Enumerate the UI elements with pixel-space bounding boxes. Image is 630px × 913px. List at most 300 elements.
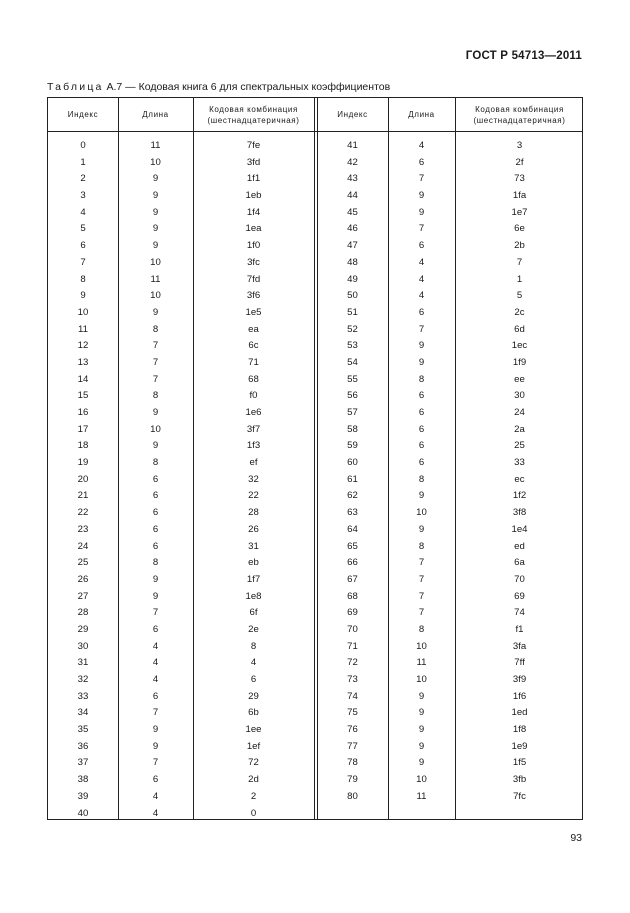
cell-index-left: 25 (77, 557, 89, 569)
cell-code-left: 6c (248, 340, 259, 352)
cell-length-right: 9 (418, 740, 425, 752)
table-row (48, 422, 584, 439)
cell-code-right: 1f6 (512, 690, 527, 702)
cell-code-right: 25 (514, 440, 525, 452)
cell-code-right: 69 (514, 590, 525, 602)
cell-index-right: 56 (347, 390, 358, 402)
cell-length-right: 10 (416, 507, 427, 519)
cell-index-left: 26 (77, 573, 89, 585)
cell-code-left: 26 (248, 523, 259, 535)
cell-index-right: 72 (347, 657, 358, 669)
table-row (48, 221, 584, 238)
cell-index-right: 73 (347, 674, 358, 685)
cell-code-left: 1f1 (246, 173, 261, 185)
cell-code-left: 7fd (246, 273, 261, 285)
cell-length-right: 10 (416, 640, 427, 652)
cell-code-left: 3fd (246, 156, 261, 168)
cell-index-left: 38 (77, 774, 89, 786)
table-row (48, 372, 584, 389)
cell-length-left: 9 (152, 740, 159, 752)
cell-code-left: 2 (250, 790, 257, 802)
cell-code-left: 6 (250, 674, 257, 685)
cell-code-right: 74 (514, 607, 525, 619)
cell-code-right: 1f2 (512, 490, 527, 502)
cell-code-right: 5 (516, 290, 523, 302)
table-row (48, 772, 584, 789)
cell-code-right: 2c (514, 306, 525, 318)
cell-index-left: 27 (77, 590, 89, 602)
cell-index-right: 43 (347, 173, 358, 185)
cell-index-left: 9 (80, 290, 86, 302)
table-row (48, 739, 584, 756)
cell-code-right: 1f5 (512, 757, 527, 769)
table-row (48, 505, 584, 522)
cell-code-left: 2d (248, 774, 259, 786)
cell-index-right: 63 (347, 507, 358, 519)
cell-length-left: 4 (152, 674, 159, 685)
cell-index-left: 4 (80, 206, 86, 218)
cell-length-left: 10 (150, 423, 161, 435)
cell-index-left: 5 (80, 223, 86, 235)
caption-prefix: Таблица (47, 81, 104, 93)
cell-index-left: 8 (80, 273, 86, 285)
cell-index-right: 42 (347, 156, 358, 168)
cell-length-right: 7 (418, 590, 425, 602)
cell-length-right: 8 (418, 623, 425, 635)
cell-index-right: 57 (347, 407, 358, 418)
header-index-left: Индекс (67, 110, 99, 119)
cell-code-left: f0 (249, 390, 258, 402)
cell-index-left: 15 (77, 390, 89, 402)
cell-index-left: 23 (77, 523, 89, 535)
cell-length-left: 9 (152, 240, 159, 252)
table-row (48, 605, 584, 622)
cell-code-left: 2e (248, 623, 259, 635)
table-row (48, 622, 584, 639)
cell-index-left: 3 (80, 190, 86, 202)
cell-length-left: 6 (152, 507, 159, 519)
cell-index-right: 70 (347, 623, 358, 635)
cell-code-right: 1f8 (512, 724, 527, 736)
cell-code-right: 24 (514, 407, 525, 418)
cell-length-right: 6 (418, 240, 425, 252)
cell-index-left: 17 (77, 423, 89, 435)
cell-length-right: 7 (418, 223, 425, 235)
cell-length-right: 6 (418, 390, 425, 402)
cell-code-left: 1f4 (246, 206, 261, 218)
cell-length-left: 6 (152, 623, 159, 635)
cell-code-right: 2b (514, 240, 525, 252)
cell-code-left: 71 (248, 356, 259, 368)
table-row (48, 188, 584, 205)
cell-length-right: 8 (418, 540, 425, 552)
cell-length-left: 9 (152, 573, 159, 585)
cell-code-left: 1e8 (245, 590, 262, 602)
cell-length-left: 4 (152, 640, 159, 652)
cell-length-left: 7 (152, 356, 159, 368)
cell-code-right: 7fc (513, 790, 526, 802)
cell-length-right: 7 (418, 557, 425, 569)
caption-title: А.7 — Кодовая книга 6 для спектральных коэффициентов (103, 81, 391, 93)
cell-length-left: 9 (152, 206, 159, 218)
cell-code-right: 1e9 (511, 740, 528, 752)
cell-code-right: 3fa (512, 640, 527, 652)
cell-code-right: 3f9 (512, 674, 527, 685)
cell-index-right: 55 (347, 373, 358, 385)
cell-length-right: 9 (418, 356, 425, 368)
cell-index-right: 60 (347, 457, 358, 469)
table-row (48, 655, 584, 672)
table-row (48, 472, 584, 489)
cell-index-left: 10 (77, 306, 89, 318)
cell-index-right: 51 (347, 306, 358, 318)
cell-index-right: 75 (347, 707, 358, 719)
cell-index-left: 30 (77, 640, 89, 652)
cell-length-left: 9 (152, 306, 159, 318)
cell-length-right: 6 (418, 440, 425, 452)
table-row (48, 272, 584, 289)
cell-length-right: 9 (418, 690, 425, 702)
table-row (48, 338, 584, 355)
cell-index-right: 68 (347, 590, 358, 602)
cell-length-left: 10 (150, 290, 161, 302)
cell-index-right: 78 (347, 757, 358, 769)
cell-code-right: 7ff (514, 657, 525, 669)
cell-code-left: 28 (248, 507, 259, 519)
cell-code-left: 3f7 (246, 423, 261, 435)
table-row (48, 689, 584, 706)
cell-index-right (317, 806, 388, 823)
cell-index-right: 59 (347, 440, 358, 452)
table-row (48, 238, 584, 255)
table-row (48, 455, 584, 472)
cell-length-left: 4 (152, 807, 159, 819)
cell-code-right: ec (514, 473, 525, 485)
cell-index-left: 22 (77, 507, 89, 519)
cell-index-right: 46 (347, 223, 358, 235)
cell-index-left: 2 (80, 173, 86, 185)
cell-code-left: 1f0 (246, 240, 261, 252)
cell-code-left: 1e5 (245, 306, 262, 318)
header-length-right: Длина (408, 110, 435, 119)
cell-index-left: 34 (77, 707, 89, 719)
cell-length-left: 6 (152, 774, 159, 786)
cell-index-right: 71 (347, 640, 358, 652)
table-row (48, 138, 584, 155)
table-row (48, 488, 584, 505)
table-row (48, 405, 584, 422)
cell-code-left: 1ef (246, 740, 261, 752)
cell-length-right: 7 (418, 323, 425, 335)
cell-code-right: 6d (514, 323, 525, 335)
cell-index-right: 64 (347, 523, 358, 535)
cell-code-left: eb (248, 557, 259, 569)
table-row (48, 288, 584, 305)
cell-code-right: ee (514, 373, 525, 385)
cell-code-left: 72 (248, 757, 259, 769)
cell-index-left: 19 (77, 457, 89, 469)
cell-code-left: 31 (248, 540, 259, 552)
cell-length-right: 9 (418, 190, 425, 202)
cell-index-right: 62 (347, 490, 358, 502)
cell-code-left: 1f7 (246, 573, 261, 585)
cell-code-right: 70 (514, 573, 525, 585)
cell-length-left: 4 (152, 790, 159, 802)
cell-length-left: 9 (152, 223, 159, 235)
cell-index-right: 45 (347, 206, 358, 218)
cell-code-right: 1 (516, 273, 523, 285)
table-row (48, 438, 584, 455)
cell-length-left: 7 (152, 340, 159, 352)
cell-index-left: 37 (77, 757, 89, 769)
cell-code-left: 1ee (245, 724, 262, 736)
cell-index-left: 12 (77, 340, 89, 352)
cell-length-left: 8 (152, 557, 159, 569)
cell-code-right: f1 (515, 623, 524, 635)
cell-index-left: 1 (80, 156, 86, 168)
table-row (48, 572, 584, 589)
header-code-right: Кодовая комбинация (шестнадцатеричная) (473, 104, 566, 125)
table-row (48, 539, 584, 556)
cell-code-right: 73 (514, 173, 525, 185)
cell-length-right: 9 (418, 206, 425, 218)
table-row (48, 255, 584, 272)
cell-code-right: 1ec (511, 340, 528, 352)
cell-length-right: 8 (418, 373, 425, 385)
cell-code-left: 6b (248, 707, 259, 719)
cell-index-right: 54 (347, 356, 358, 368)
table-row (48, 205, 584, 222)
cell-index-right: 65 (347, 540, 358, 552)
cell-length-left: 9 (152, 724, 159, 736)
cell-length-right: 8 (418, 473, 425, 485)
cell-code-right: 1f9 (512, 356, 527, 368)
cell-code-left: 6f (249, 607, 258, 619)
cell-code-left: 4 (250, 657, 257, 669)
table-row (48, 722, 584, 739)
cell-length-left: 9 (152, 407, 159, 418)
cell-index-left: 24 (77, 540, 89, 552)
cell-length-right: 4 (418, 273, 425, 285)
cell-length-right: 9 (418, 523, 425, 535)
table-row (48, 672, 584, 689)
cell-index-right: 58 (347, 423, 358, 435)
cell-length-right: 4 (418, 290, 425, 302)
cell-code-left: 32 (248, 473, 259, 485)
cell-code-left: 68 (248, 373, 259, 385)
cell-length-left: 11 (150, 273, 161, 285)
cell-index-left: 29 (77, 623, 89, 635)
page-number: 93 (570, 832, 582, 844)
cell-length-right: 4 (418, 256, 425, 268)
cell-length-right: 10 (416, 774, 427, 786)
codebook-table (47, 97, 583, 820)
cell-length-right: 9 (418, 724, 425, 736)
cell-code-left: ef (249, 457, 258, 469)
cell-length-left: 6 (152, 490, 159, 502)
cell-length-left: 9 (152, 190, 159, 202)
cell-length-right: 6 (418, 156, 425, 168)
cell-index-left: 11 (78, 323, 88, 335)
cell-index-right: 47 (347, 240, 358, 252)
cell-index-left: 20 (77, 473, 89, 485)
cell-index-left: 14 (77, 373, 89, 385)
table-row (48, 755, 584, 772)
table-row (48, 171, 584, 188)
cell-index-right: 52 (347, 323, 358, 335)
cell-index-right: 76 (347, 724, 358, 736)
cell-index-right: 74 (347, 690, 358, 702)
cell-code-left: 1ea (245, 223, 262, 235)
cell-code-left: ea (248, 323, 259, 335)
cell-code-left: 3f6 (246, 290, 261, 302)
cell-index-right: 50 (347, 290, 358, 302)
cell-index-right: 53 (347, 340, 358, 352)
cell-code-right: 2a (514, 423, 525, 435)
cell-code-right: 3fb (512, 774, 527, 786)
cell-code-right: 2f (515, 156, 524, 168)
cell-index-right: 48 (347, 256, 358, 268)
cell-length-right: 11 (416, 790, 427, 802)
cell-code-left: 7fe (246, 140, 261, 151)
cell-index-left: 13 (77, 356, 89, 368)
table-row (48, 305, 584, 322)
table-row (48, 639, 584, 656)
cell-length-left: 7 (152, 757, 159, 769)
header-code-left: Кодовая комбинация (шестнадцатеричная) (207, 104, 300, 125)
cell-index-right: 44 (347, 190, 358, 202)
cell-length-left: 6 (152, 690, 159, 702)
cell-length-right: 6 (418, 407, 425, 418)
cell-code-left: 0 (250, 807, 257, 819)
cell-index-right: 69 (347, 607, 358, 619)
cell-code-left: 1eb (245, 190, 262, 202)
table-row (48, 522, 584, 539)
cell-code-right: ed (514, 540, 525, 552)
cell-index-left: 6 (80, 240, 86, 252)
cell-length-right: 7 (418, 173, 425, 185)
cell-length-left: 9 (152, 590, 159, 602)
cell-index-right: 67 (347, 573, 358, 585)
table-body (48, 138, 584, 822)
cell-length-right (388, 806, 455, 823)
cell-length-right: 9 (418, 707, 425, 719)
cell-index-right: 80 (347, 790, 358, 802)
cell-code-right: 1e7 (511, 206, 528, 218)
cell-length-left: 11 (150, 140, 161, 151)
cell-length-left: 6 (152, 473, 159, 485)
cell-length-left: 4 (152, 657, 159, 669)
cell-length-right: 9 (418, 340, 425, 352)
table-row (48, 589, 584, 606)
table-caption (47, 81, 390, 93)
table-row (48, 555, 584, 572)
table-row (48, 705, 584, 722)
cell-code-left: 22 (248, 490, 259, 502)
table-row (48, 388, 584, 405)
cell-code-right: 3f8 (512, 507, 527, 519)
cell-length-left: 10 (150, 156, 161, 168)
cell-code-left: 1f3 (246, 440, 261, 452)
cell-code-left: 3fc (247, 256, 260, 268)
cell-code-right: 6e (514, 223, 525, 235)
cell-index-right: 77 (347, 740, 358, 752)
cell-index-left: 28 (77, 607, 89, 619)
cell-length-left: 7 (152, 707, 159, 719)
cell-code-right: 30 (514, 390, 525, 402)
cell-code-right: 6a (514, 557, 525, 569)
table-row (48, 322, 584, 339)
cell-length-right: 9 (418, 757, 425, 769)
cell-code-right: 33 (514, 457, 525, 469)
cell-code-right: 1ed (511, 707, 528, 719)
cell-index-left: 16 (77, 407, 89, 418)
cell-length-left: 9 (152, 173, 159, 185)
cell-length-left: 7 (152, 373, 159, 385)
cell-index-right: 41 (347, 140, 358, 151)
table-row (48, 155, 584, 172)
cell-length-right: 11 (416, 657, 427, 669)
cell-length-left: 10 (150, 256, 161, 268)
table-row (48, 355, 584, 372)
cell-index-left: 31 (77, 657, 89, 669)
cell-index-left: 32 (77, 674, 89, 685)
cell-length-right: 6 (418, 457, 425, 469)
cell-length-right: 7 (418, 607, 425, 619)
cell-index-left: 35 (77, 724, 89, 736)
cell-code-right: 1e4 (511, 523, 528, 535)
cell-index-right: 79 (347, 774, 358, 786)
cell-index-left: 33 (77, 690, 89, 702)
cell-length-right: 7 (418, 573, 425, 585)
cell-length-right: 10 (416, 674, 427, 685)
cell-length-right: 4 (418, 140, 425, 151)
cell-length-left: 8 (152, 457, 159, 469)
table-row (48, 789, 584, 806)
cell-index-left: 7 (80, 256, 86, 268)
cell-code-left: 1e6 (245, 407, 262, 418)
cell-code-left: 8 (250, 640, 257, 652)
cell-index-left: 36 (77, 740, 89, 752)
cell-length-left: 9 (152, 440, 159, 452)
cell-code-right: 3 (516, 140, 523, 151)
cell-index-left: 18 (77, 440, 89, 452)
cell-index-left: 21 (77, 490, 89, 502)
cell-length-right: 6 (418, 306, 425, 318)
header-length-left: Длина (142, 110, 169, 119)
cell-length-left: 6 (152, 523, 159, 535)
cell-length-left: 8 (152, 390, 159, 402)
cell-code-left: 29 (248, 690, 259, 702)
table-row (48, 806, 584, 823)
cell-code-right (455, 806, 584, 823)
cell-index-right: 66 (347, 557, 358, 569)
cell-code-right: 7 (516, 256, 523, 268)
cell-length-left: 8 (152, 323, 159, 335)
header-index-right: Индекс (337, 110, 368, 119)
cell-index-left: 40 (77, 807, 89, 819)
cell-length-left: 7 (152, 607, 159, 619)
cell-index-left: 39 (77, 790, 89, 802)
cell-index-left: 0 (80, 140, 86, 151)
cell-length-right: 9 (418, 490, 425, 502)
cell-index-right: 49 (347, 273, 358, 285)
cell-length-right: 6 (418, 423, 425, 435)
cell-index-right: 61 (347, 473, 358, 485)
cell-length-left: 6 (152, 540, 159, 552)
document-header: ГОСТ Р 54713—2011 (465, 50, 582, 62)
cell-code-right: 1fa (512, 190, 527, 202)
